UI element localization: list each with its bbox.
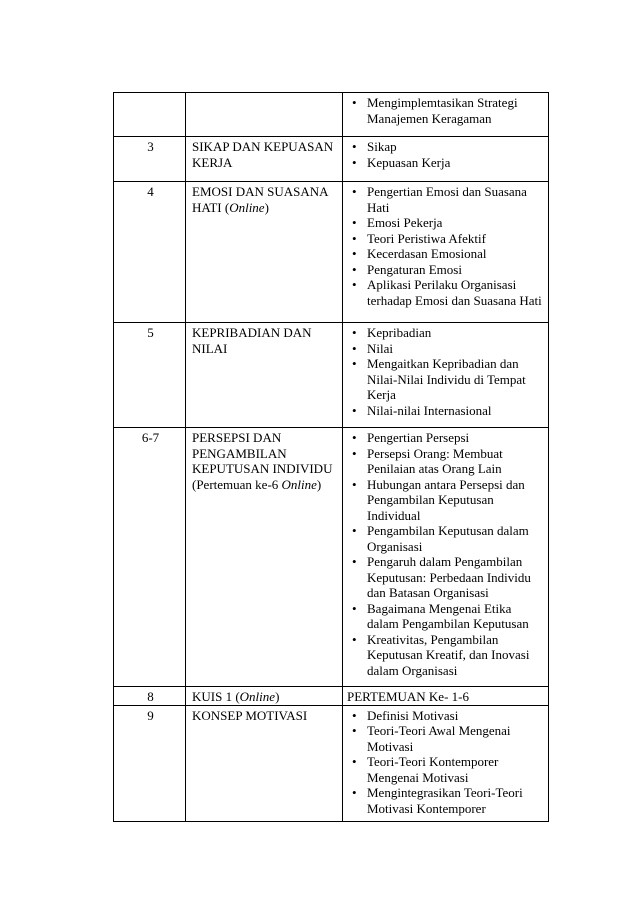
list-item: • Pengertian Emosi dan Suasana Hati [349,184,544,215]
topic-cell [186,705,343,821]
list-item: • Kreativitas, Pengambilan Keputusan Kreatif, dan Inovasi dalam Organisasi [349,632,544,679]
topic-text: PERSEPSI DAN PENGAMBILAN KEPUTUSAN INDIVIDU (Pertemuan ke-6 [192,430,333,492]
topic-cell [186,428,343,687]
subtopic-cell [343,687,549,706]
meeting-number [114,93,186,137]
list-item: • Kepuasan Kerja [349,155,544,171]
subtopic-cell [343,182,549,323]
subtopic-list [349,139,544,170]
meeting-number: 5 [114,323,186,428]
online-mode-label: Online [281,476,317,492]
meeting-number: 4 [114,182,186,323]
list-item: • Nilai-nilai Internasional [349,403,544,419]
list-item: • Pengertian Persepsi [349,430,544,446]
list-item: • Mengaitkan Kepribadian dan Nilai-Nilai Individu di Tempat Kerja [349,356,544,403]
subtopic-list [349,708,544,817]
syllabus-body [114,93,549,822]
list-item: • Pengaruh dalam Pengambilan Keputusan: Perbedaan Individu dan Batasan Organisasi [349,554,544,601]
list-item: • Teori Peristiwa Afektif [349,231,544,247]
list-item: • Bagaimana Mengenai Etika dalam Pengambilan Keputusan [349,601,544,632]
topic-cell [186,93,343,137]
meeting-range-text: PERTEMUAN Ke- 1-6 [347,689,469,704]
topic-cell [186,323,343,428]
subtopic-cell [343,705,549,821]
topic-cell [186,687,343,706]
online-mode-label: Online [229,199,265,215]
topic-text: ) [275,689,280,704]
list-item: • Definisi Motivasi [349,708,544,724]
list-item: • Mengintegrasikan Teori-Teori Motivasi Kontemporer [349,785,544,816]
list-item: • Teori-Teori Awal Mengenai Motivasi [349,723,544,754]
subtopic-list [349,430,544,678]
topic-cell [186,182,343,323]
topic-text: KEPRIBADIAN DAN NILAI [192,325,312,356]
table-row [114,428,549,687]
meeting-number: 8 [114,687,186,706]
topic-cell [186,137,343,182]
topic-text: KUIS 1 ( [192,689,240,704]
subtopic-list [349,325,544,418]
list-item: • Pengaturan Emosi [349,262,544,278]
table-row [114,705,549,821]
meeting-number: 9 [114,705,186,821]
subtopic-cell [343,93,549,137]
list-item: • Sikap [349,139,544,155]
topic-text: SIKAP DAN KEPUASAN KERJA [192,139,334,170]
table-row [114,182,549,323]
list-item: • Mengimplemtasikan Strategi Manajemen Keragaman [349,95,544,126]
list-item: • Persepsi Orang: Membuat Penilaian atas Orang Lain [349,446,544,477]
list-item: • Nilai [349,341,544,357]
list-item: • Teori-Teori Kontemporer Mengenai Motivasi [349,754,544,785]
table-row [114,137,549,182]
table-row [114,323,549,428]
list-item: • Kecerdasan Emosional [349,246,544,262]
meeting-number: 3 [114,137,186,182]
syllabus-table [113,92,549,822]
subtopic-list [349,184,544,308]
meeting-number: 6-7 [114,428,186,687]
table-row [114,93,549,137]
subtopic-cell [343,428,549,687]
list-item: • Emosi Pekerja [349,215,544,231]
subtopic-list [349,95,544,126]
topic-text: ) [316,476,322,492]
topic-text: EMOSI DAN SUASANA HATI ( [192,184,328,215]
list-item: • Aplikasi Perilaku Organisasi terhadap Emosi dan Suasana Hati [349,277,544,308]
online-mode-label: Online [239,689,276,704]
list-item: • Pengambilan Keputusan dalam Organisasi [349,523,544,554]
topic-text: ) [264,199,269,215]
list-item: • Kepribadian [349,325,544,341]
subtopic-cell [343,323,549,428]
subtopic-cell [343,137,549,182]
table-row [114,687,549,706]
topic-text: KONSEP MOTIVASI [192,707,308,723]
list-item: • Hubungan antara Persepsi dan Pengambilan Keputusan Individual [349,477,544,524]
